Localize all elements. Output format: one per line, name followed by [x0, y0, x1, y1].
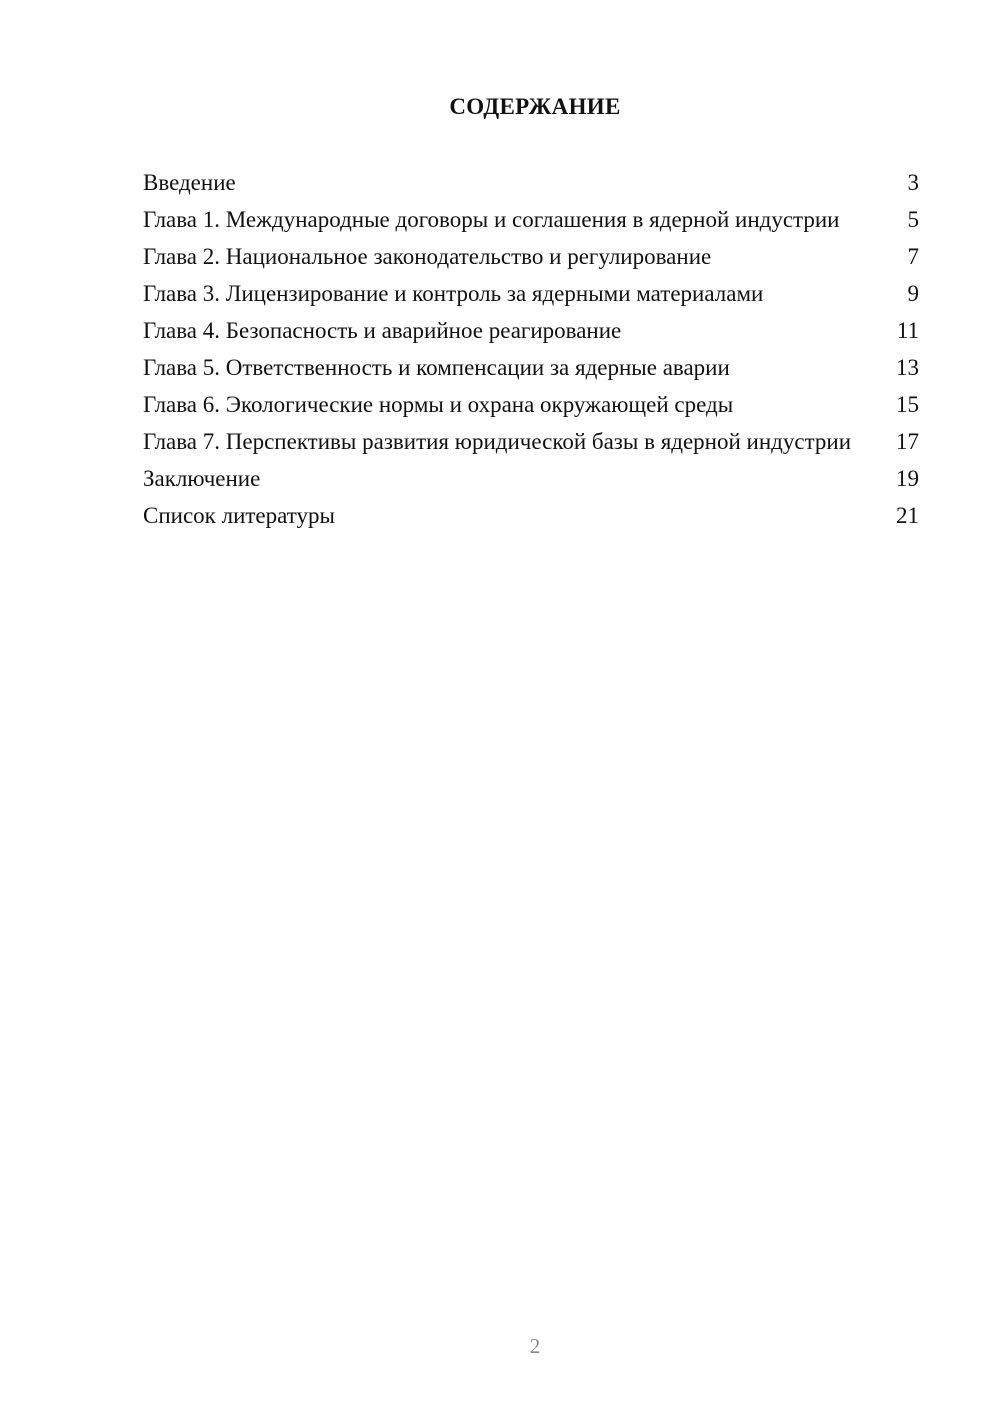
toc-entry-title: Глава 4. Безопасность и аварийное реагирование — [143, 318, 622, 343]
page-number: 2 — [529, 1334, 541, 1358]
toc-entry-chapter-2[interactable] — [143, 244, 919, 270]
toc-entry-page: 13 — [896, 355, 919, 380]
toc-entry-page: 9 — [907, 281, 919, 306]
toc-entry-chapter-7[interactable] — [143, 429, 919, 455]
toc-entry-page: 19 — [896, 466, 919, 491]
toc-entry-chapter-5[interactable] — [143, 355, 919, 381]
table-of-contents — [143, 170, 919, 540]
toc-entry-chapter-3[interactable] — [143, 281, 919, 307]
toc-entry-chapter-4[interactable] — [143, 318, 919, 344]
toc-entry-title: Список литературы — [143, 503, 335, 528]
toc-entry-page: 3 — [907, 170, 919, 195]
toc-entry-title: Глава 1. Международные договоры и соглашения в ядерной индустрии — [143, 207, 840, 232]
toc-entry-references[interactable] — [143, 503, 919, 529]
toc-entry-conclusion[interactable] — [143, 466, 919, 492]
toc-entry-title: Глава 3. Лицензирование и контроль за ядерными материалами — [143, 281, 764, 306]
toc-entry-page: 7 — [907, 244, 919, 269]
toc-entry-introduction[interactable] — [143, 170, 919, 196]
toc-entry-title: Глава 2. Национальное законодательство и регулирование — [143, 244, 712, 269]
toc-entry-title: Введение — [143, 170, 236, 195]
toc-entry-title: Глава 6. Экологические нормы и охрана окружающей среды — [143, 392, 734, 417]
toc-entry-title: Глава 7. Перспективы развития юридической базы в ядерной индустрии — [143, 429, 852, 454]
toc-entry-chapter-1[interactable] — [143, 207, 919, 233]
toc-entry-page: 15 — [896, 392, 919, 417]
toc-entry-page: 5 — [907, 207, 919, 232]
toc-entry-page: 21 — [896, 503, 919, 528]
page-title: СОДЕРЖАНИЕ — [449, 94, 621, 119]
toc-entry-page: 17 — [896, 429, 919, 454]
toc-entry-page: 11 — [896, 318, 919, 343]
toc-entry-title: Заключение — [143, 466, 261, 491]
toc-entry-title: Глава 5. Ответственность и компенсации за ядерные аварии — [143, 355, 730, 380]
toc-entry-chapter-6[interactable] — [143, 392, 919, 418]
